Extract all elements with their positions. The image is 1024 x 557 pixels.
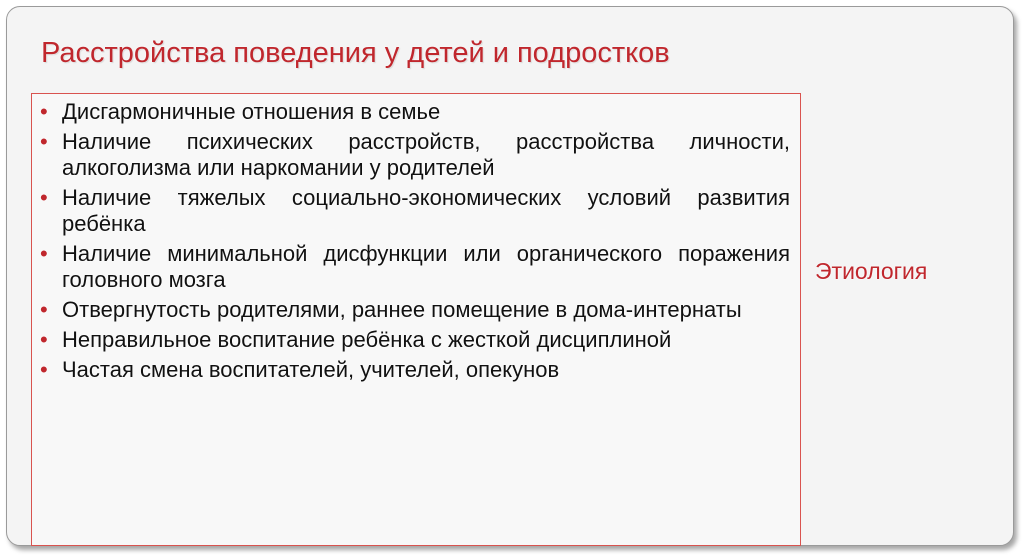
list-item xyxy=(38,185,790,237)
bullet-text: Дисгармоничные отношения в семье xyxy=(62,99,441,124)
bullet-text: Неправильное воспитание ребёнка с жесткой дисциплиной xyxy=(62,327,672,352)
content-box xyxy=(31,93,801,546)
etiology-label: Этиология xyxy=(815,258,928,284)
list-item xyxy=(38,327,790,353)
bullet-icon: • xyxy=(40,327,48,352)
bullet-icon: • xyxy=(40,185,48,210)
bullet-text: Наличие минимальной дисфункции или органического поражения головного мозга xyxy=(62,241,790,292)
bullet-icon: • xyxy=(40,129,48,154)
bullet-text: Отвергнутость родителями, раннее помещение в дома-интернаты xyxy=(62,297,742,322)
list-item xyxy=(38,129,790,181)
bullet-icon: • xyxy=(40,241,48,266)
slide-title: Расстройства поведения у детей и подростков xyxy=(41,37,670,69)
slide xyxy=(6,6,1014,546)
bullet-icon: • xyxy=(40,357,48,382)
list-item xyxy=(38,241,790,293)
bullet-text: Наличие психических расстройств, расстройства личности, алкоголизма или наркомании у родителей xyxy=(62,129,790,180)
list-item xyxy=(38,297,790,323)
list-item xyxy=(38,99,790,125)
list-item xyxy=(38,357,790,383)
bullet-icon: • xyxy=(40,99,48,124)
bullet-icon: • xyxy=(40,297,48,322)
bullet-list xyxy=(38,99,790,387)
bullet-text: Наличие тяжелых социально-экономических условий развития ребёнка xyxy=(62,185,790,236)
bullet-text: Частая смена воспитателей, учителей, опекунов xyxy=(62,357,560,382)
